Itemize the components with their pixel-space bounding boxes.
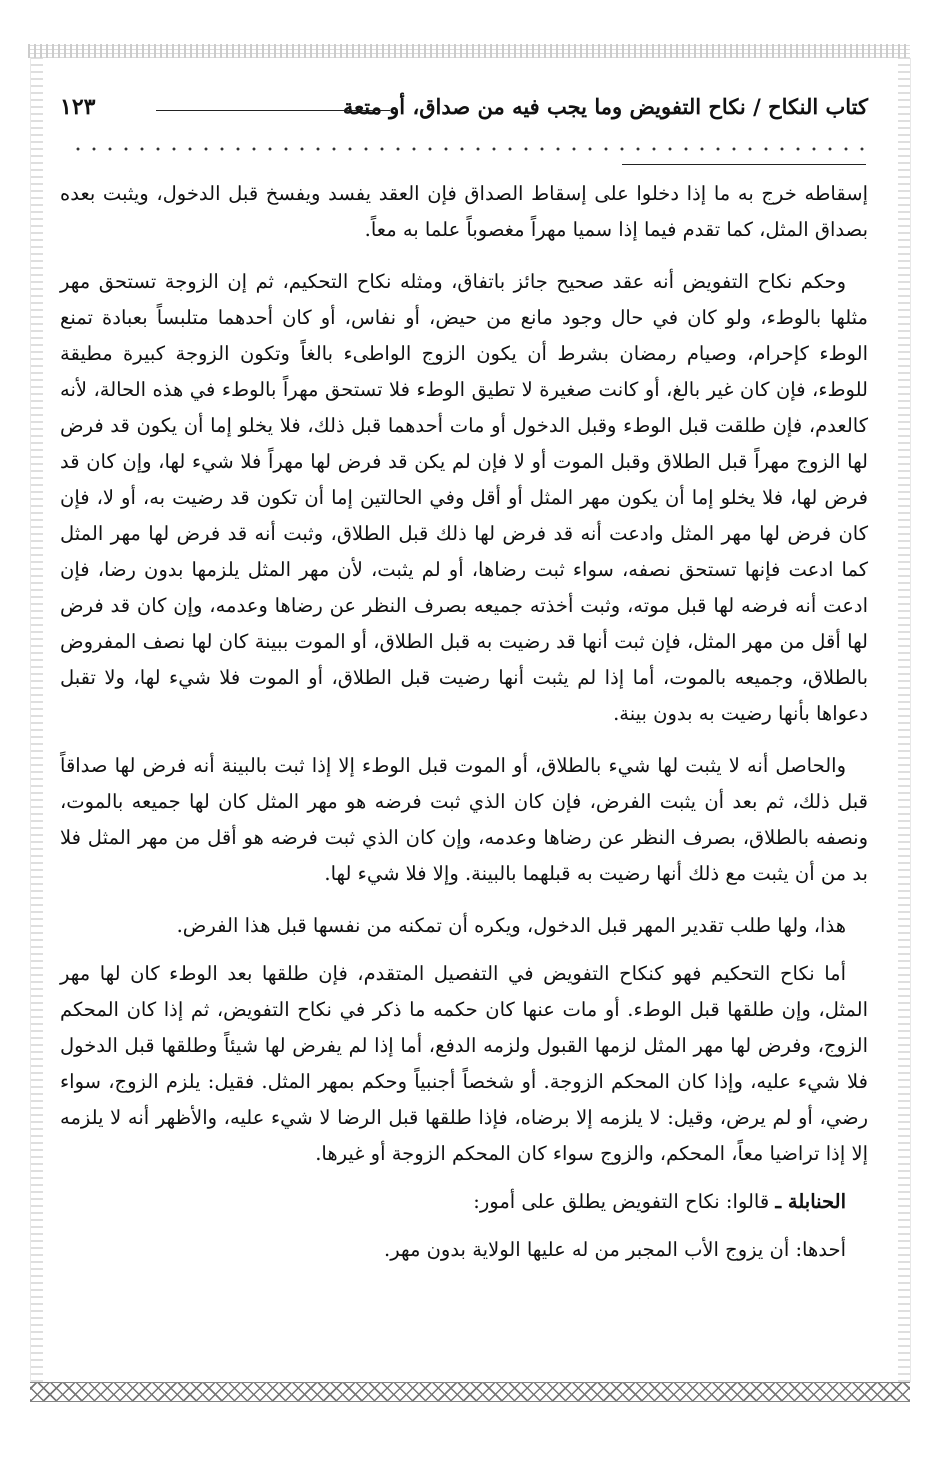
running-title: كتاب النكاح / نكاح التفويض وما يجب فيه من صداق، أو متعة (342, 94, 868, 119)
section-rule (622, 164, 866, 165)
hanabila-label: الحنابلة ـ (775, 1190, 846, 1213)
header-rule (156, 110, 390, 111)
paragraph-tafwid-ruling: وحكم نكاح التفويض أنه عقد صحيح جائز باتفاق، ومثله نكاح التحكيم، ثم إن الزوجة تستحق مهر مثلها بالوطء، ولو كان في حال وجود مانع من حيض، أو نفاس، أو كان أحدهما متلبساً بعبادة تمنع الوطء كإحرام، وصيام رمضان بشرط أن يكون الزوج الواطىء بالغاً وتكون الزوجة كبيرة مطيقة للوطء، فإن كان غير بالغ، أو كانت صغيرة لا تطيق الوطء فلا تستحق مهراً بالوطء في هذه الحالة، لأنه كالعدم، فإن طلقت قبل الوطء وقبل الدخول أو مات أحدهما قبل ذلك، فلا يخلو إما أن يكون قد فرض لها الزوج مهراً قبل الطلاق وقبل الموت أو لا فإن لم يكن قد فرض لها مهراً فلا شيء لها، وإن كان قد فرض لها، فلا يخلو إما أن يكون مهر المثل أو أقل وفي الحالتين إما أن تكون قد رضيت به، أو لا، فإن كان فرض لها مهر المثل وادعت أنه قد فرض لها ذلك قبل الطلاق، وثبت أنه قد فرض لها مهر المثل كما ادعت فإنها تستحق نصفه، سواء ثبت رضاها، أو لم يثبت، لأن مهر المثل يلزمها بدون رضا، فإن ادعت أنه فرضه لها قبل موته، وثبت أخذته جميعه بصرف النظر عن رضاها وعدمه، وإن كان قد فرض لها أقل من مهر المثل، فإن ثبت أنها قد رضيت به قبل الطلاق، أو الموت ببينة كان لها نصف المفروض بالطلاق، وجميعه بالموت، أما إذا لم يثبت أنها رضيت قبل الطلاق، أو الموت فلا شيء لها، ولا تقبل دعواها بأنها رضيت به بدون بينة. (60, 270, 868, 725)
right-ornamental-border (898, 58, 911, 1382)
paragraph-tahkim: أما نكاح التحكيم فهو كنكاح التفويض في التفصيل المتقدم، فإن طلقها بعد الوطء كان لها مهر المثل، وإن طلقها قبل الوطء. أو مات عنها كان حكمه ما ذكر في نكاح التفويض، ثم إذا كان المحكم الزوج، وفرض لها مهر المثل لزمها القبول ولزمه الدفع، أما إذا لم يفرض لها شيئاً وطلقها قبل الدخول فلا شيء عليه، وإذا كان المحكم الزوجة. أو شخصاً أجنبياً وحكم بمهر المثل. فقيل: يلزم الزوج، سواء رضي، أو لم يرض، وقيل: لا يلزمه إلا برضاه، فإذا طلقها قبل الرضا لا شيء عليه، والأظهر أنه لا يلزمه إلا إذا تراضيا معاً، المحكم، والزوج سواء كان المحكم الزوجة أو غيرها. (60, 962, 868, 1165)
hanabila-text: قالوا: نكاح التفويض يطلق على أمور: (473, 1190, 776, 1213)
body-text (60, 176, 868, 1268)
page-header (60, 94, 868, 134)
paragraph-summary: والحاصل أنه لا يثبت لها شيء بالطلاق، أو الموت قبل الوطء إلا إذا ثبت بالبينة أنه فرض لها صداقاً قبل ذلك، ثم بعد أن يثبت الفرض، فإن كان الذي ثبت فرضه هو مهر المثل كان لها جميعه بالموت، ونصفه بالطلاق، بصرف النظر عن رضاها وعدمه، وإن كان الذي ثبت فرضه هو أقل من مهر المثل فلا بد من أن يثبت مع ذلك أنها رضيت به قبلهما بالبينة. وإلا فلا شيء لها. (60, 754, 868, 885)
paragraph-first-item: أحدها: أن يزوج الأب المجبر من له عليها الولاية بدون مهر. (384, 1238, 846, 1261)
paragraph-note: هذا، ولها طلب تقدير المهر قبل الدخول، ويكره أن تمكنه من نفسها قبل هذا الفرض. (176, 914, 846, 937)
paragraph-continuation: إسقاطه خرج به ما إذا دخلوا على إسقاط الصداق فإن العقد يفسد ويفسخ قبل الدخول، ويثبت بعده بصداق المثل، كما تقدم فيما إذا سميا مهراً مغصوباً علما به معاً. (60, 182, 868, 241)
left-ornamental-border (30, 58, 43, 1382)
dotted-separator (70, 146, 870, 152)
paragraph-hanabila (60, 1184, 868, 1220)
page-number: ١٢٣ (60, 94, 96, 120)
bottom-ornamental-border (30, 1382, 910, 1402)
top-ornamental-border (28, 44, 910, 58)
